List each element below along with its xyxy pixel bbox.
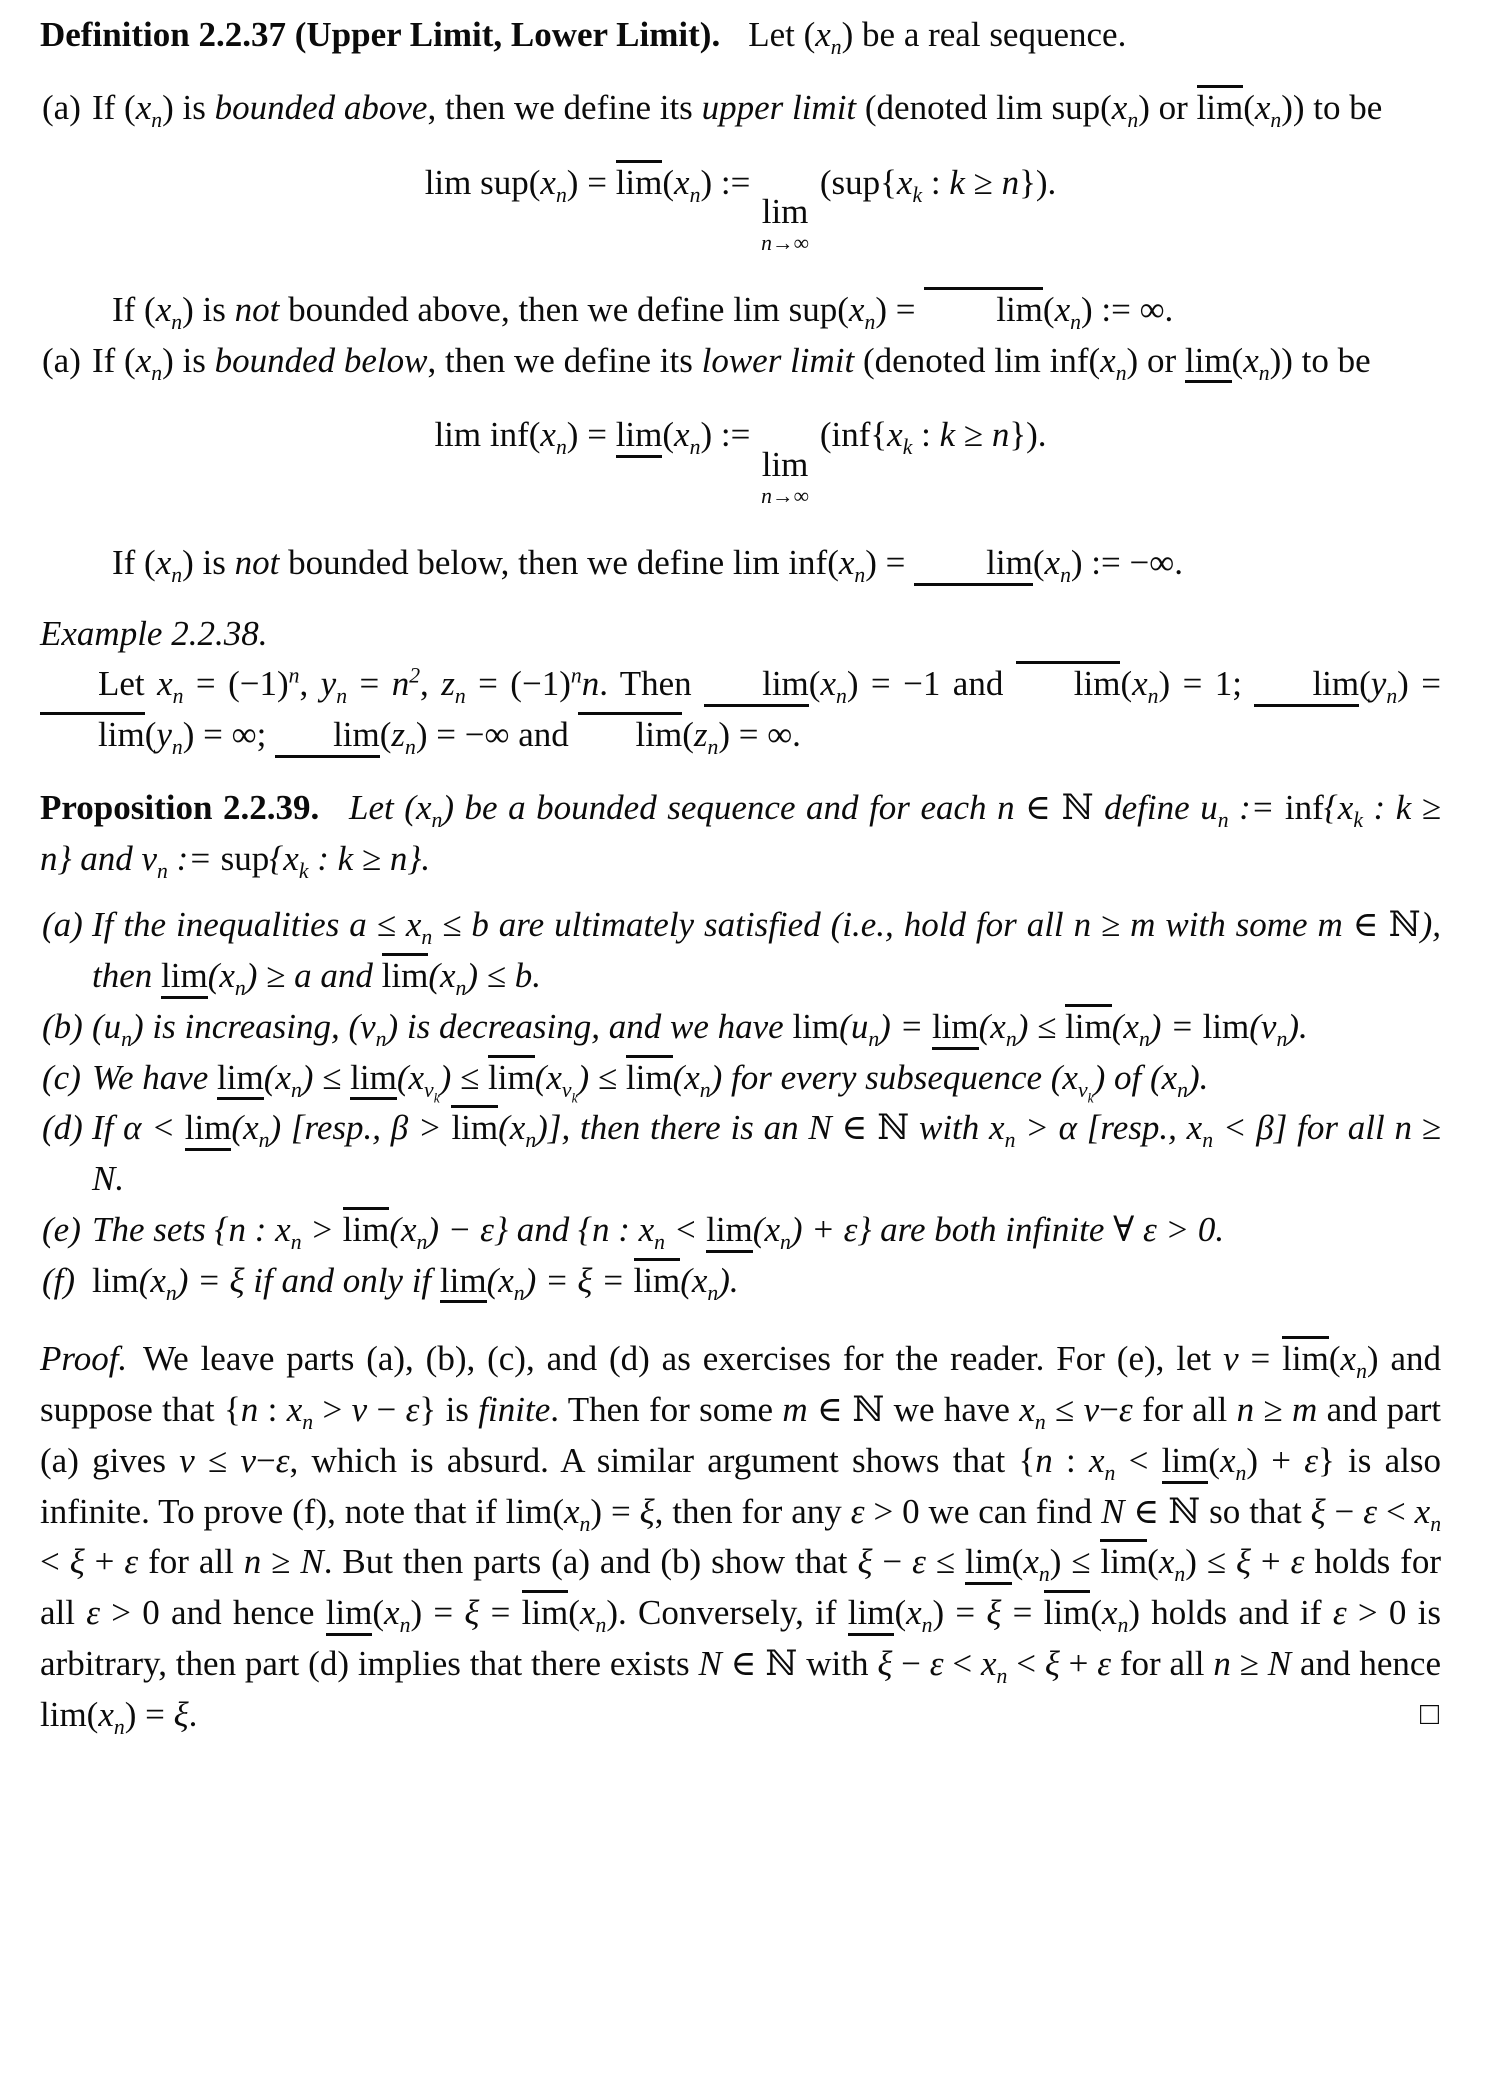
example-body: Let $x_n = (-1)^n$, $y_n = n^2$, $z_n = (-1)^nn$. Then $\lim(x_n) = -1$ and $\lim(x_n) = 1$; $\lim(y_n) = \lim(y_n)$ = ∞; $\lim(z_n)$ = −∞ and $\lim(z_n)$ = ∞. xyxy=(40,659,1441,761)
proposition-item-a xyxy=(40,900,1441,1002)
proposition-items xyxy=(40,900,1441,1306)
item-text-lower: If $(x_n)$ is bounded below, then we define its lower limit (denoted $\lim inf(x_n)$ or $\lim(x_n)$) to be xyxy=(92,340,1371,385)
definition-heading-paragraph xyxy=(40,10,1441,61)
item-marker-f: (f) xyxy=(42,1260,76,1300)
item-text-upper: If $(x_n)$ is bounded above, then we define its upper limit (denoted $\lim sup(x_n)$ or $\lim(x_n)$) to be xyxy=(92,88,1382,127)
proposition-item-d xyxy=(40,1103,1441,1205)
item-text-b: $(u_n)$ is increasing, $(v_n)$ is decreasing, and we have $\lim(u_n) = \lim(x_n) \le \lim(x_n) = \lim(v_n)$. xyxy=(92,1007,1308,1046)
item-marker-c: (c) xyxy=(42,1057,81,1097)
definition-intro: Let $(x_n)$ be a real sequence. xyxy=(748,15,1127,59)
item-marker-d: (d) xyxy=(42,1108,83,1148)
proposition-intro: Let $(x_n)$ be a bounded sequence and for each n ∈ ℕ define $u_n$ := $inf\{x_k$ : k ≥ n} and $v_n$ := $sup\{x_k$ : k ≥ n}. xyxy=(40,787,1441,883)
proof-paragraph xyxy=(40,1334,1441,1740)
item-marker-e: (e) xyxy=(42,1209,81,1249)
proof-label: Proof. xyxy=(40,1339,128,1379)
proposition-heading-paragraph xyxy=(40,783,1441,885)
not-bounded-above-note: If $(x_n)$ is not bounded above, then we define $\lim sup(x_n) = \lim(x_n)$ := ∞. xyxy=(40,285,1441,336)
item-text-c: We have $\lim(x_n) \le \lim(x_{v_k}) \le \lim(x_{v_k}) \le \lim(x_n)$ for every subsequence $(x_{v_k})$ of $(x_n)$. xyxy=(92,1058,1208,1097)
example-heading: Example 2.2.38. xyxy=(40,613,268,653)
qed-symbol: □ xyxy=(1419,1695,1439,1731)
item-text-f: $\lim(x_n) = \xi$ if and only if $\lim(x_n) = \xi = \lim(x_n)$. xyxy=(92,1261,739,1300)
not-bounded-below-note: If $(x_n)$ is not bounded below, then we define $\lim inf(x_n) = \lim(x_n)$ := −∞. xyxy=(112,542,1183,587)
liminf-equation: $\lim inf(x_n) = \lim(x_n)$ := lim n→∞ ($inf\{x_k$ : k ≥ n}). xyxy=(434,415,1047,509)
definition-label: Definition 2.2.37 (Upper Limit, Lower Limit). xyxy=(40,15,721,54)
item-marker-b: (b) xyxy=(42,1006,83,1046)
proposition-item-f xyxy=(40,1256,1441,1307)
proposition-item-e xyxy=(40,1205,1441,1256)
proof-body: We leave parts (a), (b), (c), and (d) as exercises for the reader. For (e), let $v = \lim(x_n)$ and suppose that {n : $x_n > v - \varepsilon$} is finite. Then for some m ∈ ℕ we have $x_n \le v-\varepsilon$ for all n ≥ m and part (a) gives v ≤ v−ε, which is absurd. A similar argument shows that {n : $x_n < \lim(x_n) + \varepsilon$} is also infinite. To prove (f), note that if $\lim(x_n) = \xi$, then for any ε > 0 we can find N ∈ ℕ so that $\xi - \varepsilon < x_n < \xi + \varepsilon$ for all n ≥ N. But then parts (a) and (b) show that $\xi - \varepsilon \le \lim(x_n) \le \lim(x_n) \le \xi + \varepsilon$ holds for all ε > 0 and hence $\lim(x_n) = \xi = \lim(x_n)$. Conversely, if $\lim(x_n) = \xi = \lim(x_n)$ holds and if ε > 0 is arbitrary, then part (d) implies that there exists N ∈ ℕ with $\xi - \varepsilon < x_n < \xi + \varepsilon$ for all n ≥ N and hence $\lim(x_n) = \xi$. xyxy=(40,1339,1441,1733)
definition-item-upper-limit xyxy=(40,83,1441,134)
item-marker-a: (a) xyxy=(42,905,83,945)
proposition-item-c xyxy=(40,1053,1441,1104)
item-text-a: If the inequalities $a \le x_n \le b$ are ultimately satisfied (i.e., hold for all n ≥ m with some m ∈ ℕ), then $\lim(x_n) \ge a$ and $\lim(x_n) \le b$. xyxy=(92,905,1441,1001)
item-marker-lower: (a) xyxy=(42,340,81,380)
item-text-e: The sets {n : $x_n > \lim(x_n) - \varepsilon$} and {n : $x_n < \lim(x_n) + \varepsilon$} are both infinite ∀ ε > 0. xyxy=(92,1210,1224,1249)
proposition-item-b xyxy=(40,1002,1441,1053)
item-text-d: If $\alpha < \lim(x_n)$ [resp., $\beta > \lim(x_n)$], then there is an N ∈ ℕ with $x_n > \alpha$ [resp., $x_n < \beta$] for all n ≥ N. xyxy=(92,1108,1441,1198)
limsup-equation: $\lim sup(x_n) = \lim(x_n)$ := lim n→∞ ($sup\{x_k$ : k ≥ n}). xyxy=(40,160,1441,255)
proposition-label: Proposition 2.2.39. xyxy=(40,787,320,827)
item-marker-upper: (a) xyxy=(42,87,81,127)
definition-item-lower-limit xyxy=(40,336,1441,387)
